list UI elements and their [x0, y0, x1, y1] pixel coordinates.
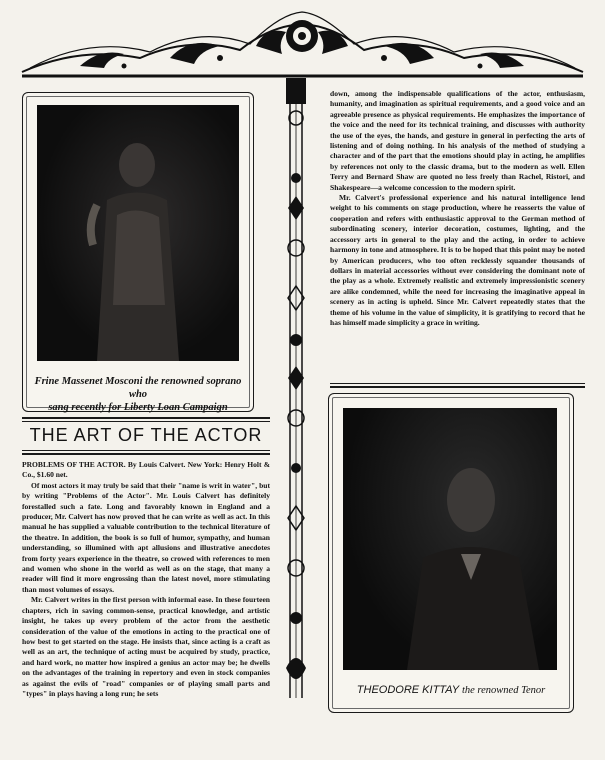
photo-card-soprano	[22, 92, 254, 412]
caption-soprano-line1: Frine Massenet Mosconi the renowned soprano who	[34, 376, 242, 400]
review-paragraph-3: down, among the indispensable qualifications of the actor, enthusiasm, humanity, and imagination as spiritual requirements, and a good voice and an agreeable presence as physical requirements. He emphasizes the importance of the voice and the need for its technical training, and discusses with authority the use of the eyes, the hands, and gesture in general in perfecting the arts of listening and of doing nothing. In his analysis of the method of studying a character and of the part that the emotions should play in acting, he amplifies by references not only to the classic drama, but to the modern as well. Ellen Terry and Bernard Shaw are quoted no less freely than Rachel, Ristori, and Shakespeare—a welcome concession to the modern spirit.	[330, 89, 585, 192]
review-left-column	[22, 460, 270, 699]
photo-card-tenor	[328, 393, 574, 713]
review-paragraph-2: Mr. Calvert writes in the first person with informal ease. In these fourteen chapters, rich in saving common-sense, practical knowledge, and artistic insight, he takes up every problem of the actor from the aesthetic consideration of the value of the emotions in acting to the practical one of how best to get started on the stage. He insists that, since acting is a craft as well as an art, the technique of acting must be acquired by study, practice, and hard work, no matter how inspired a genius an actor may be; he dwells on the advantages of the training in repertory and even in stock companies as against the evils of "road" companies or of playing small parts and "types" in plays having a long run; he sets	[22, 595, 270, 698]
right-divider-rule-thick	[330, 386, 585, 388]
heading-bottom-rule	[22, 453, 270, 455]
section-title: THE ART OF THE ACTOR	[29, 425, 263, 445]
photo-soprano-portrait	[37, 105, 239, 361]
center-ornamental-pillar	[276, 78, 316, 698]
caption-tenor-role: the renowned Tenor	[461, 685, 546, 696]
review-paragraph-1: Of most actors it may truly be said that their "name is writ in water", but by writing "Problems of the Actor". Mr. Louis Calvert has definitely forestalled such a fate. Long and favorably known in England and a producer, Mr. Calvert has now proved that he can write as well as act. In this manual he has supplied a valuable contribution to the technical literature of the theatre. In addition, the book is so full of humor, sympathy, and human understanding, so illumined with apt allusions and illustrative anecdotes from forty years experience in the theatre, so crowed with references to men and women who shone in the world as well as on the stage, that many a reader will find it more engrossing than the latest novel, more stimulating than most volumes of essays.	[22, 480, 270, 594]
photo-tenor-portrait	[343, 408, 557, 670]
tenor-figure	[343, 408, 557, 670]
book-citation: PROBLEMS OF THE ACTOR. By Louis Calvert. New York: Henry Holt & Co., $1.60 net.	[22, 460, 270, 480]
caption-tenor	[333, 684, 569, 696]
review-paragraph-4: Mr. Calvert's professional experience and his natural intelligence lend weight to his comments on stage production, where he reasserts the value of cooperation and refers with enthusiastic approval to the German method of subordinating scenery, interior decoration, costumes, lighting, and the accessory arts in general to the play and the acting, in order to achieve harmony in tone and atmosphere. It is to be hoped that this point may be noted by American producers, who too often recklessly squander thousands of dollars in material accessories without ever considering the dominant note of the play as a whole. Extremely realistic and extremely impressionistic scenery are alike condemned, while the need for increasing the imaginative appeal in scenery as in acting is upheld. Since Mr. Calvert repeatedly states that the theme of his volume in the value of simplicity, it is gratifying to record that he has himself made simplicity a grace in writing.	[330, 193, 585, 327]
heading-top-rule	[22, 417, 270, 419]
soprano-figure	[37, 105, 239, 361]
heading-top-rule-thin	[22, 421, 270, 422]
right-divider-rule	[330, 383, 585, 384]
caption-soprano-line2: sang recently for Liberty Loan Campaign	[48, 402, 228, 413]
caption-tenor-name: THEODORE KITTAY	[356, 684, 460, 696]
review-right-column	[330, 89, 585, 328]
heading-bottom-rule-thin	[22, 450, 270, 451]
header-ornament	[20, 6, 585, 84]
caption-soprano	[29, 375, 247, 414]
